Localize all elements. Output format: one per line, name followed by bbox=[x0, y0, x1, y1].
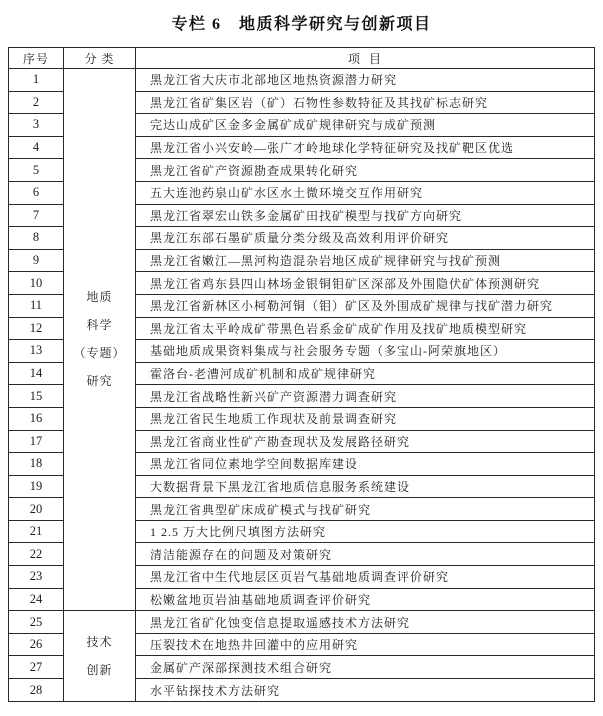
row-number-cell: 1 bbox=[9, 69, 64, 92]
project-cell: 1 2.5 万大比例尺填图方法研究 bbox=[136, 520, 595, 543]
row-number-cell: 21 bbox=[9, 520, 64, 543]
row-number-cell: 28 bbox=[9, 679, 64, 702]
project-cell: 黑龙江省新林区小柯勒河铜（钼）矿区及外围成矿规律与找矿潜力研究 bbox=[136, 294, 595, 317]
project-cell: 黑龙江省翠宏山铁多金属矿田找矿模型与找矿方向研究 bbox=[136, 204, 595, 227]
category-label-line: 研究 bbox=[86, 374, 113, 389]
row-number-cell: 13 bbox=[9, 340, 64, 363]
row-number-cell: 3 bbox=[9, 114, 64, 137]
row-number-cell: 23 bbox=[9, 566, 64, 589]
project-cell: 霍洛台-老漕河成矿机制和成矿规律研究 bbox=[136, 362, 595, 385]
col-header-project: 项 目 bbox=[136, 48, 595, 69]
category-label-line: 地质 bbox=[86, 290, 113, 305]
row-number-cell: 16 bbox=[9, 407, 64, 430]
project-cell: 金属矿产深部探测技术组合研究 bbox=[136, 656, 595, 679]
row-number-cell: 7 bbox=[9, 204, 64, 227]
project-cell: 黑龙江省矿产资源勘查成果转化研究 bbox=[136, 159, 595, 182]
project-cell: 黑龙江东部石墨矿质量分类分级及高效利用评价研究 bbox=[136, 227, 595, 250]
row-number-cell: 14 bbox=[9, 362, 64, 385]
project-cell: 黑龙江省民生地质工作现状及前景调查研究 bbox=[136, 407, 595, 430]
category-label-line: 技术 bbox=[86, 634, 113, 649]
category-label-stack bbox=[64, 633, 135, 680]
row-number-cell: 4 bbox=[9, 136, 64, 159]
project-cell: 黑龙江省商业性矿产勘查现状及发展路径研究 bbox=[136, 430, 595, 453]
col-header-category: 分 类 bbox=[64, 48, 136, 69]
category-label-stack bbox=[64, 288, 135, 391]
row-number-cell: 10 bbox=[9, 272, 64, 295]
project-cell: 黑龙江省矿化蚀变信息提取遥感技术方法研究 bbox=[136, 611, 595, 634]
row-number-cell: 6 bbox=[9, 181, 64, 204]
category-label-line: 创新 bbox=[86, 662, 113, 677]
row-number-cell: 2 bbox=[9, 91, 64, 114]
project-cell: 黑龙江省中生代地层区页岩气基础地质调查评价研究 bbox=[136, 566, 595, 589]
category-label-line: （专题） bbox=[73, 346, 126, 361]
project-cell: 五大连池药泉山矿水区水土微环境交互作用研究 bbox=[136, 181, 595, 204]
project-cell: 黑龙江省嫩江—黑河构造混杂岩地区成矿规律研究与找矿预测 bbox=[136, 249, 595, 272]
project-cell: 松嫩盆地页岩油基础地质调查评价研究 bbox=[136, 588, 595, 611]
category-label-line: 科学 bbox=[86, 318, 113, 333]
project-cell: 黑龙江省典型矿床成矿模式与找矿研究 bbox=[136, 498, 595, 521]
project-cell: 黑龙江省太平岭成矿带黑色岩系金矿成矿作用及找矿地质模型研究 bbox=[136, 317, 595, 340]
projects-table bbox=[8, 47, 595, 702]
row-number-cell: 20 bbox=[9, 498, 64, 521]
row-number-cell: 12 bbox=[9, 317, 64, 340]
project-cell: 黑龙江省战略性新兴矿产资源潜力调查研究 bbox=[136, 385, 595, 408]
row-number-cell: 22 bbox=[9, 543, 64, 566]
project-cell: 基础地质成果资料集成与社会服务专题（多宝山-阿荣旗地区） bbox=[136, 340, 595, 363]
row-number-cell: 11 bbox=[9, 294, 64, 317]
row-number-cell: 18 bbox=[9, 453, 64, 476]
project-cell: 黑龙江省同位素地学空间数据库建设 bbox=[136, 453, 595, 476]
row-number-cell: 8 bbox=[9, 227, 64, 250]
row-number-cell: 17 bbox=[9, 430, 64, 453]
row-number-cell: 26 bbox=[9, 633, 64, 656]
table-body bbox=[9, 69, 595, 702]
page-title: 专栏 6 地质科学研究与创新项目 bbox=[171, 16, 432, 33]
row-number-cell: 25 bbox=[9, 611, 64, 634]
col-header-no: 序号 bbox=[9, 48, 64, 69]
project-cell: 黑龙江省小兴安岭—张广才岭地球化学特征研究及找矿靶区优选 bbox=[136, 136, 595, 159]
row-number-cell: 27 bbox=[9, 656, 64, 679]
project-cell: 完达山成矿区金多金属矿成矿规律研究与成矿预测 bbox=[136, 114, 595, 137]
category-cell bbox=[64, 69, 136, 611]
row-number-cell: 24 bbox=[9, 588, 64, 611]
project-cell: 清洁能源存在的问题及对策研究 bbox=[136, 543, 595, 566]
project-cell: 大数据背景下黑龙江省地质信息服务系统建设 bbox=[136, 475, 595, 498]
project-cell: 水平钻探技术方法研究 bbox=[136, 679, 595, 702]
row-number-cell: 19 bbox=[9, 475, 64, 498]
project-cell: 黑龙江省大庆市北部地区地热资源潜力研究 bbox=[136, 69, 595, 92]
table-row bbox=[9, 69, 595, 92]
row-number-cell: 15 bbox=[9, 385, 64, 408]
row-number-cell: 9 bbox=[9, 249, 64, 272]
category-cell bbox=[64, 611, 136, 702]
project-cell: 黑龙江省矿集区岩（矿）石物性参数特征及其找矿标志研究 bbox=[136, 91, 595, 114]
table-header-row bbox=[9, 48, 595, 69]
project-cell: 黑龙江省鸡东县四山林场金银铜钼矿区深部及外围隐伏矿体预测研究 bbox=[136, 272, 595, 295]
project-cell: 压裂技术在地热井回灌中的应用研究 bbox=[136, 633, 595, 656]
table-row bbox=[9, 611, 595, 634]
row-number-cell: 5 bbox=[9, 159, 64, 182]
